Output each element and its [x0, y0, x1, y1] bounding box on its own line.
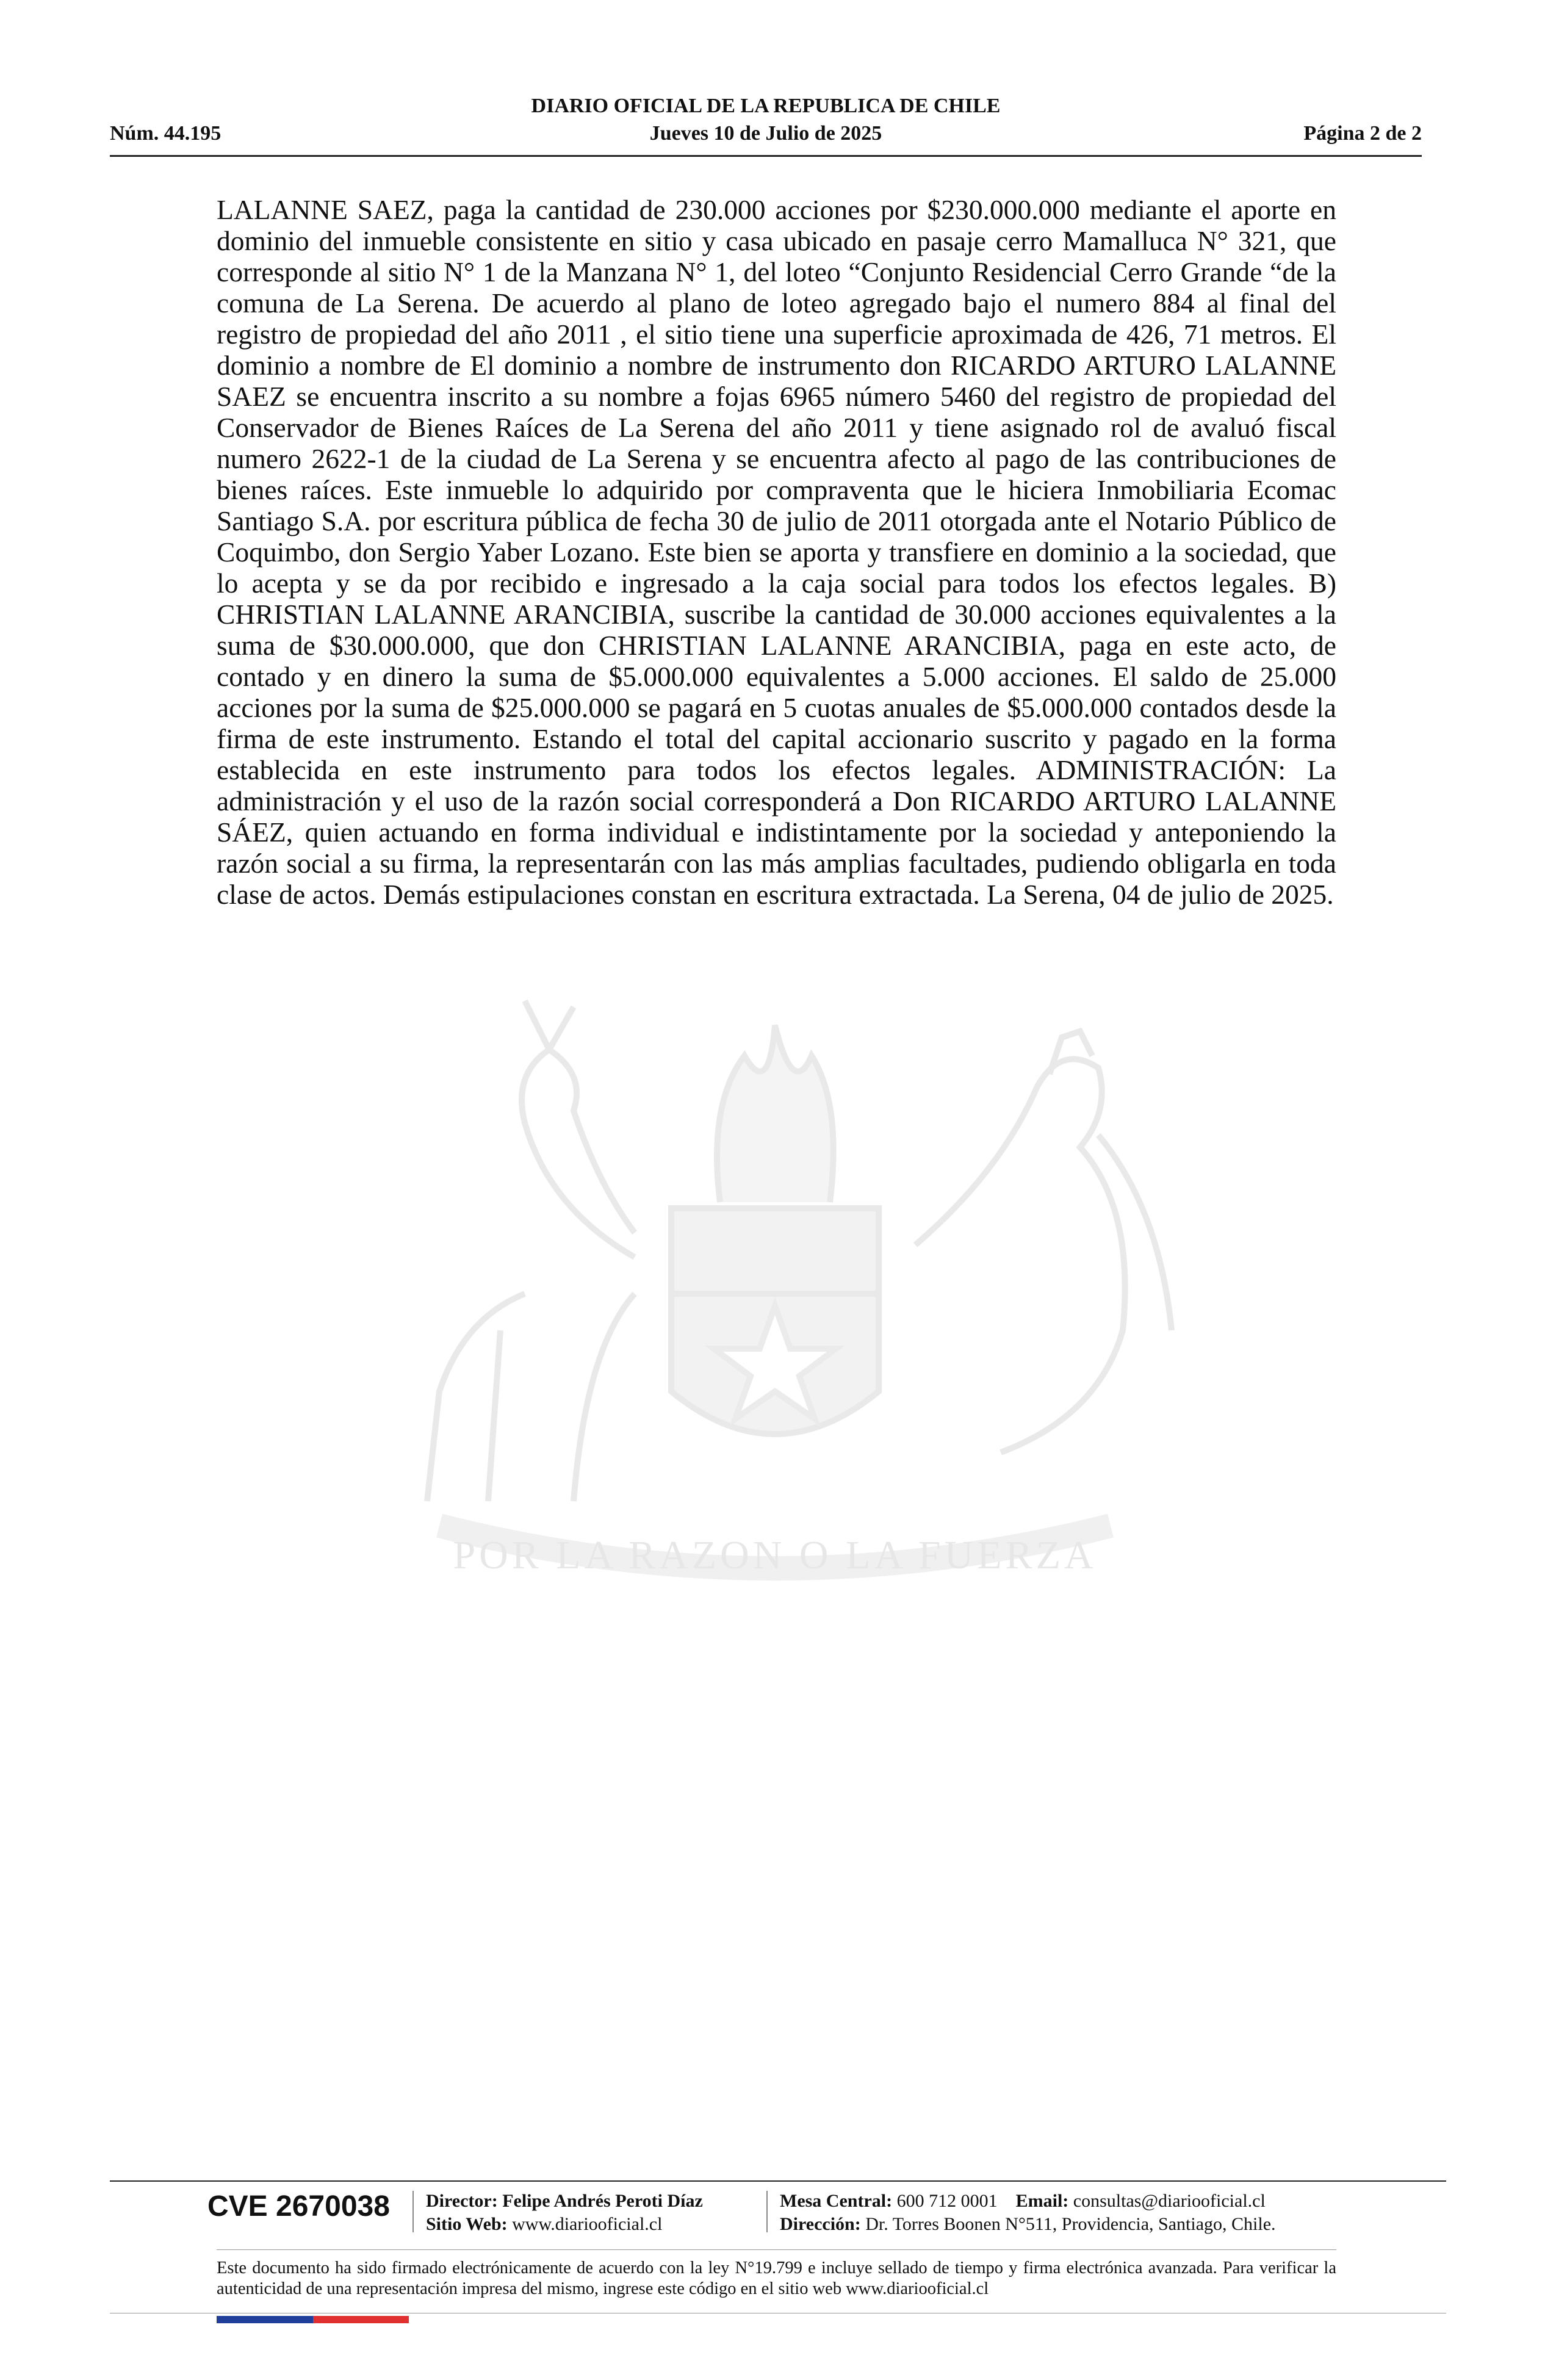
flag-red-segment — [313, 2316, 409, 2323]
footer-divider-top — [110, 2180, 1446, 2182]
footer-separator — [766, 2191, 768, 2232]
header-divider — [110, 155, 1422, 157]
footer-director-block — [426, 2190, 703, 2236]
body-paragraph: LALANNE SAEZ, paga la cantidad de 230.000 acciones por $230.000.000 mediante el aporte en dominio del inmueble consistente en sitio y casa ubicado en pasaje cerro Mamalluca N° 321, que corresponde al sitio N° 1 de la Manzana N° 1, del loteo “Conjunto Residencial Cerro Grande “de la comuna de La Serena. De acuerdo al plano de loteo agregado bajo el numero 884 al final del registro de propiedad del año 2011 , el sitio tiene una superficie aproximada de 426, 71 metros. El dominio a nombre de El dominio a nombre de instrumento don RICARDO ARTURO LALANNE SAEZ se encuentra inscrito a su nombre a fojas 6965 número 5460 del registro de propiedad del Conservador de Bienes Raíces de La Serena del año 2011 y tiene asignado rol de avaluó fiscal numero 2622-1 de la ciudad de La Serena y se encuentra afecto al pago de las contribuciones de bienes raíces. Este inmueble lo adquirido por compraventa que le hiciera Inmobiliaria Ecomac Santiago S.A. por escritura pública de fecha 30 de julio de 2011 otorgada ante el Notario Público de Coquimbo, don Sergio Yaber Lozano. Este bien se aporta y transfiere en dominio a la sociedad, que lo acepta y se da por recibido e ingresado a la caja social para todos los efectos legales. B) CHRISTIAN LALANNE ARANCIBIA, suscribe la cantidad de 30.000 acciones equivalentes a la suma de $30.000.000, que don CHRISTIAN LALANNE ARANCIBIA, paga en este acto, de contado y en dinero la suma de $5.000.000 equivalentes a 5.000 acciones. El saldo de 25.000 acciones por la suma de $25.000.000 se pagará en 5 cuotas anuales de $5.000.000 contados desde la firma de este instrumento. Estando el total del capital accionario suscrito y pagado en la forma establecida en este instrumento para todos los efectos legales. ADMINISTRACIÓN: La administración y el uso de la razón social corresponderá a Don RICARDO ARTURO LALANNE SÁEZ, quien actuando en forma individual e indistintamente por la sociedad y anteponiendo la razón social a su firma, la representarán con las más amplias facultades, pudiendo obligarla en toda clase de actos. Demás estipulaciones constan en escritura extractada. La Serena, 04 de julio de 2025. — [217, 194, 1336, 910]
flag-stripe — [217, 2316, 409, 2323]
web-label: Sitio Web: — [426, 2214, 508, 2234]
footer-divider-inner — [217, 2249, 1336, 2250]
director-label: Director: — [426, 2191, 498, 2211]
page-indicator: Página 2 de 2 — [1303, 122, 1422, 145]
mesa-value: 600 712 0001 — [896, 2191, 998, 2211]
issue-number: Núm. 44.195 — [110, 122, 222, 145]
address-value: Dr. Torres Boonen N°511, Providencia, Santiago, Chile. — [865, 2214, 1276, 2234]
page-header — [110, 95, 1422, 156]
email-label: Email: — [1015, 2191, 1069, 2211]
footer-separator — [412, 2191, 414, 2232]
web-link[interactable]: www.diariooficial.cl — [512, 2214, 663, 2234]
signature-notice: Este documento ha sido firmado electrónicamente de acuerdo con la ley N°19.799 e incluye sellado de tiempo y firma electrónica avanzada. Para verificar la autenticidad de una representación impresa del mismo, ingrese este código en el sitio web www.diariooficial.cl — [217, 2259, 1336, 2298]
publication-title: DIARIO OFICIAL DE LA REPUBLICA DE CHILE — [531, 95, 1001, 117]
coat-of-arms-watermark — [207, 952, 1342, 1684]
flag-blue-segment — [217, 2316, 313, 2323]
email-link[interactable]: consultas@diariooficial.cl — [1073, 2191, 1266, 2211]
address-label: Dirección: — [780, 2214, 861, 2234]
director-name: Felipe Andrés Peroti Díaz — [502, 2191, 703, 2211]
cve-code: CVE 2670038 — [207, 2190, 390, 2223]
issue-date: Jueves 10 de Julio de 2025 — [649, 122, 882, 145]
coat-of-arms-motto: POR LA RAZON O LA FUERZA — [453, 1533, 1097, 1578]
footer-contact-block — [780, 2190, 1276, 2236]
mesa-label: Mesa Central: — [780, 2191, 893, 2211]
